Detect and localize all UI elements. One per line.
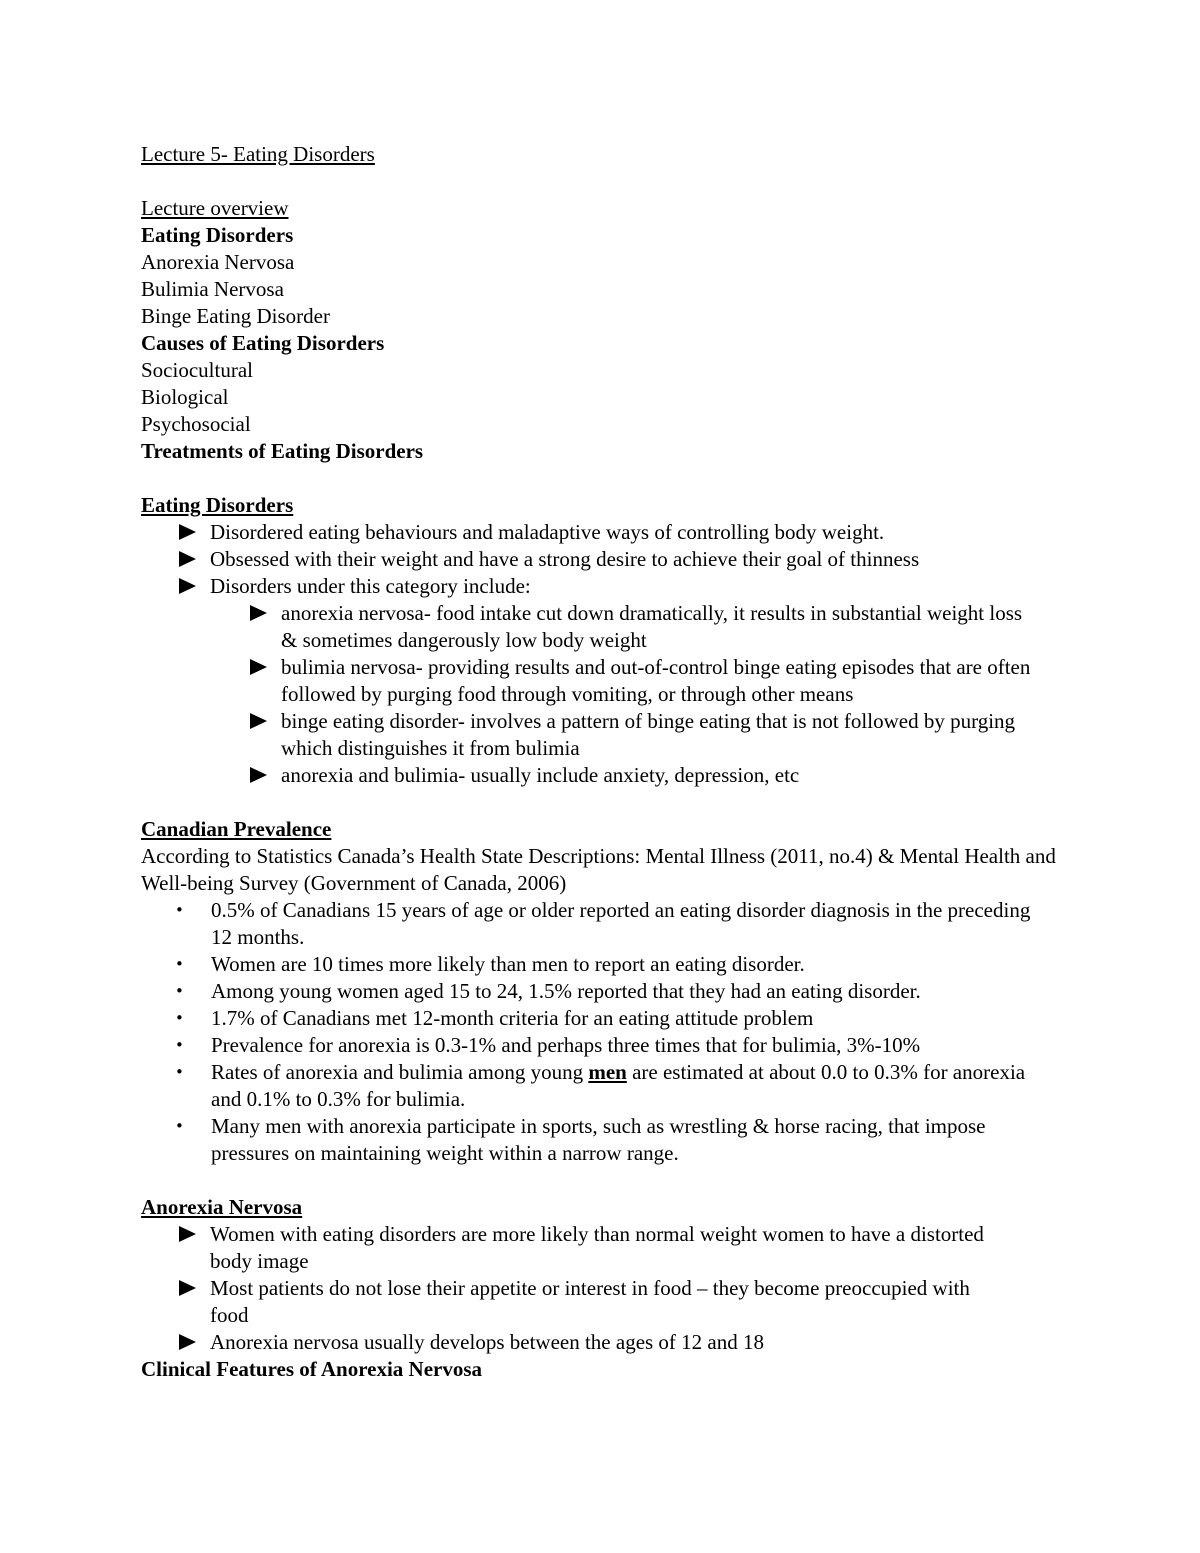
anorexia-list — [141, 1221, 1071, 1356]
list-item — [141, 951, 1071, 978]
overview-section-title: Treatments of Eating Disorders — [141, 439, 424, 463]
arrow-bullet-icon — [250, 659, 267, 675]
list-item-text: bulimia nervosa- providing results and out-of-control binge eating episodes that are often followed by purging food through vomiting, or through other means — [281, 655, 1031, 706]
document-title: Lecture 5- Eating Disorders — [141, 142, 375, 166]
list-item-text: 1.7% of Canadians met 12-month criteria for an eating attitude problem — [211, 1006, 814, 1030]
overview-item: Biological — [141, 385, 229, 409]
list-item — [141, 708, 1071, 762]
document-content — [141, 141, 1071, 1383]
list-item — [141, 519, 1071, 546]
arrow-bullet-icon — [250, 713, 267, 729]
list-item-text: Women are 10 times more likely than men to report an eating disorder. — [211, 952, 805, 976]
list-item — [141, 978, 1071, 1005]
spacer — [141, 1167, 1071, 1194]
men-bullet-after: are estimated at about 0.0 to 0.3% for anorexia and 0.1% to 0.3% for bulimia. — [211, 1060, 1026, 1111]
arrow-bullet-icon — [179, 524, 196, 540]
bullet-dot-icon: • — [175, 1036, 184, 1054]
overview-section-title: Eating Disorders — [141, 223, 294, 247]
bullet-dot-icon: • — [175, 1117, 184, 1135]
arrow-bullet-icon — [179, 1226, 196, 1242]
list-item — [141, 654, 1071, 708]
eating-disorders-sublist — [141, 600, 1071, 789]
arrow-bullet-icon — [179, 578, 196, 594]
prevalence-heading: Canadian Prevalence — [141, 817, 332, 841]
list-item-text: anorexia and bulimia- usually include anxiety, depression, etc — [281, 763, 800, 787]
spacer — [141, 789, 1071, 816]
list-item-text: Prevalence for anorexia is 0.3-1% and perhaps three times that for bulimia, 3%-10% — [211, 1033, 921, 1057]
arrow-bullet-icon — [179, 1334, 196, 1350]
list-item — [141, 1329, 1071, 1356]
bullet-dot-icon: • — [175, 982, 184, 1000]
list-item — [141, 1005, 1071, 1032]
eating-disorders-heading: Eating Disorders — [141, 493, 294, 517]
list-item-text: Disorders under this category include: — [210, 574, 531, 598]
overview-heading: Lecture overview — [141, 196, 289, 220]
list-item-text: Women with eating disorders are more likely than normal weight women to have a distorted body image — [210, 1222, 984, 1273]
list-item — [141, 1113, 1071, 1167]
clinical-features-heading: Clinical Features of Anorexia Nervosa — [141, 1357, 483, 1381]
list-item — [141, 1059, 1071, 1113]
arrow-bullet-icon — [179, 1280, 196, 1296]
list-item-text: Disordered eating behaviours and maladaptive ways of controlling body weight. — [210, 520, 885, 544]
list-item — [141, 600, 1071, 654]
overview-item: Sociocultural — [141, 358, 253, 382]
list-item — [141, 1221, 1071, 1275]
spacer — [141, 168, 1071, 195]
bullet-dot-icon: • — [175, 901, 184, 919]
anorexia-heading: Anorexia Nervosa — [141, 1195, 303, 1219]
bullet-dot-icon: • — [175, 1009, 184, 1027]
prevalence-intro: According to Statistics Canada’s Health State Descriptions: Mental Illness (2011, no.4) & Mental Health and Well-being Survey (Government of Canada, 2006) — [141, 844, 1056, 895]
arrow-bullet-icon — [250, 767, 267, 783]
overview-item: Bulimia Nervosa — [141, 277, 284, 301]
overview-item: Binge Eating Disorder — [141, 304, 330, 328]
list-item — [141, 573, 1071, 600]
overview-section-title: Causes of Eating Disorders — [141, 331, 385, 355]
eating-disorders-list — [141, 519, 1071, 600]
bullet-dot-icon: • — [175, 955, 184, 973]
spacer — [141, 465, 1071, 492]
men-bullet-before: Rates of anorexia and bulimia among young — [211, 1060, 589, 1084]
list-item-text: Most patients do not lose their appetite or interest in food – they become preoccupied with food — [210, 1276, 970, 1327]
overview-item: Psychosocial — [141, 412, 251, 436]
list-item-text: 0.5% of Canadians 15 years of age or older reported an eating disorder diagnosis in the preceding 12 months. — [211, 898, 1031, 949]
list-item-text: Anorexia nervosa usually develops between the ages of 12 and 18 — [210, 1330, 764, 1354]
list-item — [141, 762, 1071, 789]
prevalence-list — [141, 897, 1071, 1167]
list-item-text — [211, 1059, 1041, 1113]
list-item-text: binge eating disorder- involves a pattern of binge eating that is not followed by purging which distinguishes it from bulimia — [281, 709, 1016, 760]
list-item — [141, 897, 1071, 951]
arrow-bullet-icon — [250, 605, 267, 621]
list-item-text: anorexia nervosa- food intake cut down dramatically, it results in substantial weight loss & sometimes dangerously low body weight — [281, 601, 1023, 652]
bullet-dot-icon: • — [175, 1063, 184, 1081]
men-emphasis: men — [588, 1060, 627, 1084]
list-item-text: Obsessed with their weight and have a strong desire to achieve their goal of thinness — [210, 547, 920, 571]
list-item-text: Among young women aged 15 to 24, 1.5% reported that they had an eating disorder. — [211, 979, 921, 1003]
arrow-bullet-icon — [179, 551, 196, 567]
list-item — [141, 1032, 1071, 1059]
list-item-text: Many men with anorexia participate in sports, such as wrestling & horse racing, that impose pressures on maintaining weight within a narrow range. — [211, 1114, 986, 1165]
list-item — [141, 546, 1071, 573]
overview-item: Anorexia Nervosa — [141, 250, 295, 274]
list-item — [141, 1275, 1071, 1329]
